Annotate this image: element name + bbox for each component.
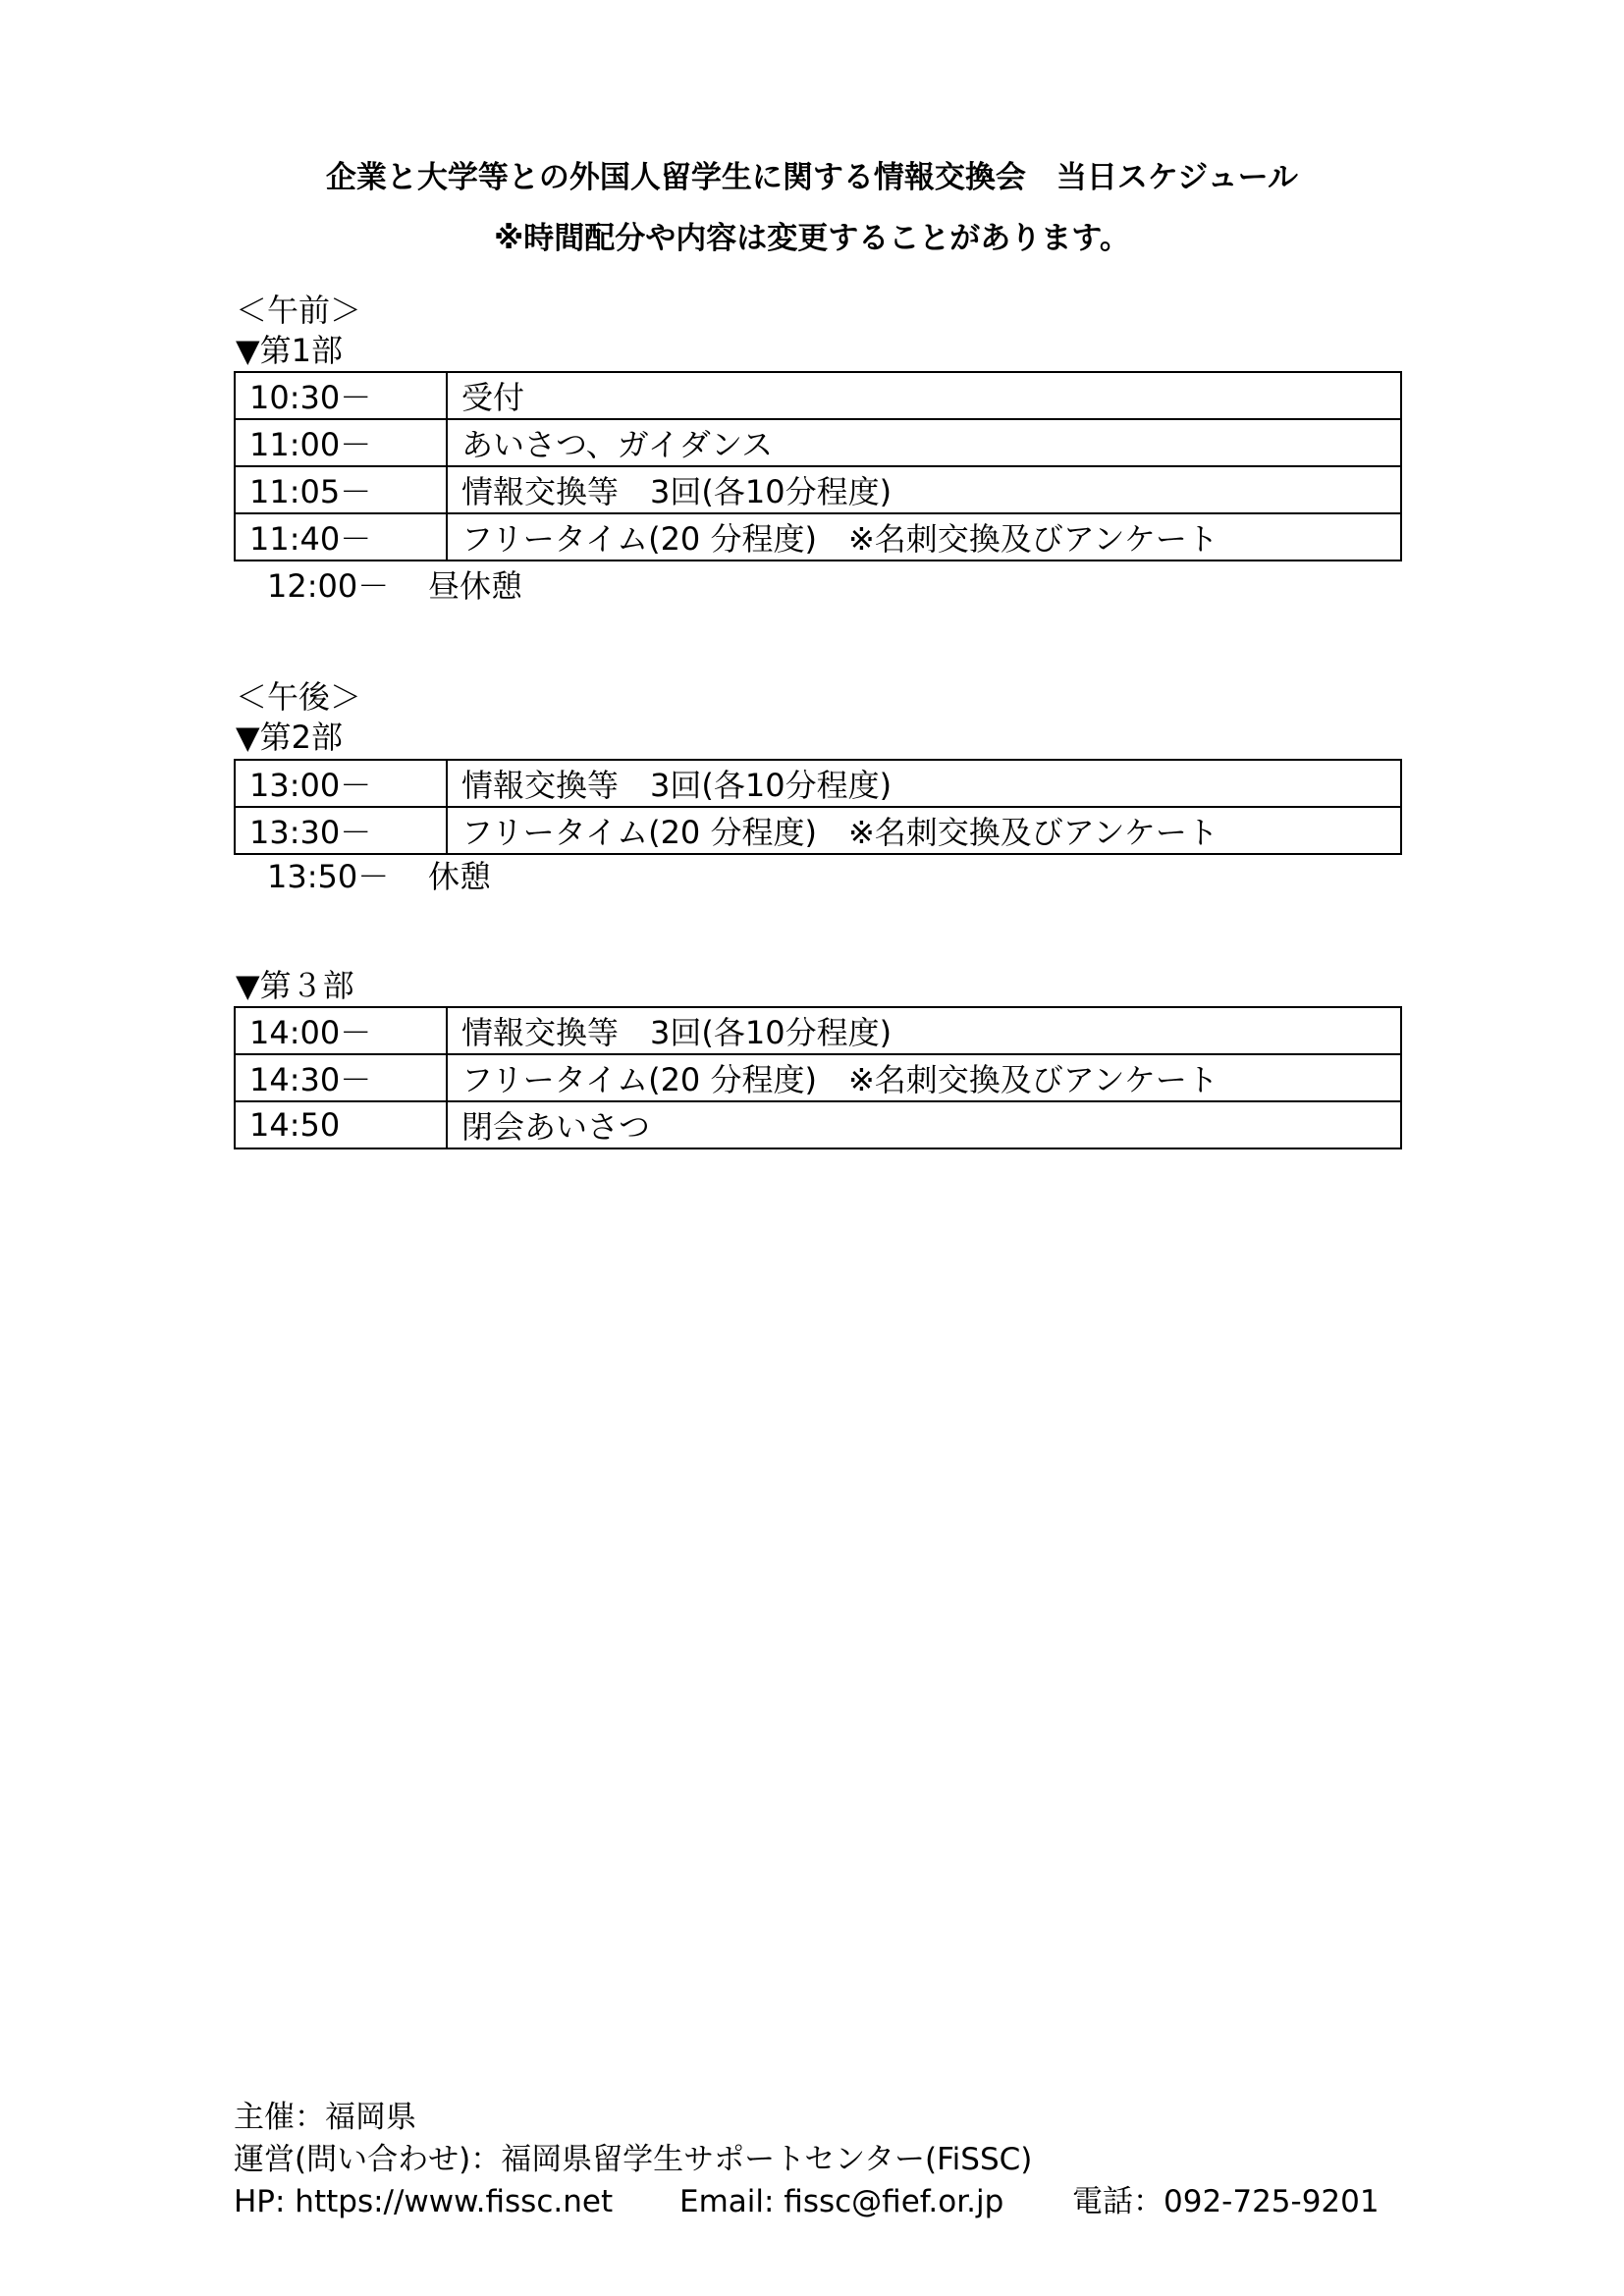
page-title: [0, 155, 1624, 277]
content-cell: 閉会あいさつ: [447, 1101, 1401, 1148]
time-cell: 11:05－: [235, 466, 447, 513]
part3-label: ▼第３部: [236, 967, 354, 1004]
content-cell: フリータイム(20 分程度) ※名刺交換及びアンケート: [447, 513, 1401, 561]
table-row: [235, 419, 1401, 466]
table-row: [235, 760, 1401, 807]
time-cell: 14:50: [235, 1101, 447, 1148]
event-title: 企業と大学等との外国人留学生に関する情報交換会 当日スケジュール: [325, 160, 1299, 195]
part2-label: ▼第2部: [236, 719, 343, 756]
time-cell: 13:30－: [235, 807, 447, 854]
break-label: 休憩: [428, 858, 492, 895]
content-cell: 情報交換等 3回(各10分程度): [447, 760, 1401, 807]
email-link[interactable]: Email: fissc@fief.or.jp: [679, 2184, 1004, 2219]
time-cell: 14:00－: [235, 1007, 447, 1054]
table-row: [235, 466, 1401, 513]
content-cell: 情報交換等 3回(各10分程度): [447, 1007, 1401, 1054]
part1-schedule-table: [234, 371, 1402, 561]
break-time: 12:00－: [267, 567, 390, 605]
organizer-line: 主催：福岡県: [234, 2100, 416, 2135]
time-cell: 14:30－: [235, 1054, 447, 1101]
content-cell: あいさつ、ガイダンス: [447, 419, 1401, 466]
table-row: [235, 372, 1401, 419]
time-cell: 13:00－: [235, 760, 447, 807]
afternoon-label: ＜午後＞: [236, 678, 362, 716]
part2-schedule-table: [234, 759, 1402, 855]
contact-line: [234, 2182, 1380, 2221]
content-cell: フリータイム(20 分程度) ※名刺交換及びアンケート: [447, 1054, 1401, 1101]
time-cell: 10:30－: [235, 372, 447, 419]
lunch-break: [267, 566, 522, 606]
table-row: [235, 1101, 1401, 1148]
table-row: [235, 513, 1401, 561]
content-cell: 受付: [447, 372, 1401, 419]
table-row: [235, 1054, 1401, 1101]
part1-label: ▼第1部: [236, 332, 343, 369]
table-row: [235, 807, 1401, 854]
content-cell: 情報交換等 3回(各10分程度): [447, 466, 1401, 513]
break-label: 昼休憩: [428, 567, 523, 605]
afternoon-break: [267, 857, 491, 896]
phone-number: 電話：092-725-9201: [1072, 2184, 1380, 2219]
operator-line: 運営(問い合わせ)：福岡県留学生サポートセンター(FiSSC): [234, 2142, 1033, 2177]
table-row: [235, 1007, 1401, 1054]
time-cell: 11:00－: [235, 419, 447, 466]
time-cell: 11:40－: [235, 513, 447, 561]
hp-link[interactable]: HP: https://www.fissc.net: [234, 2184, 614, 2219]
content-cell: フリータイム(20 分程度) ※名刺交換及びアンケート: [447, 807, 1401, 854]
part3-schedule-table: [234, 1006, 1402, 1149]
morning-label: ＜午前＞: [236, 292, 362, 329]
break-time: 13:50－: [267, 858, 390, 895]
change-notice: ※時間配分や内容は変更することがあります。: [494, 221, 1130, 256]
